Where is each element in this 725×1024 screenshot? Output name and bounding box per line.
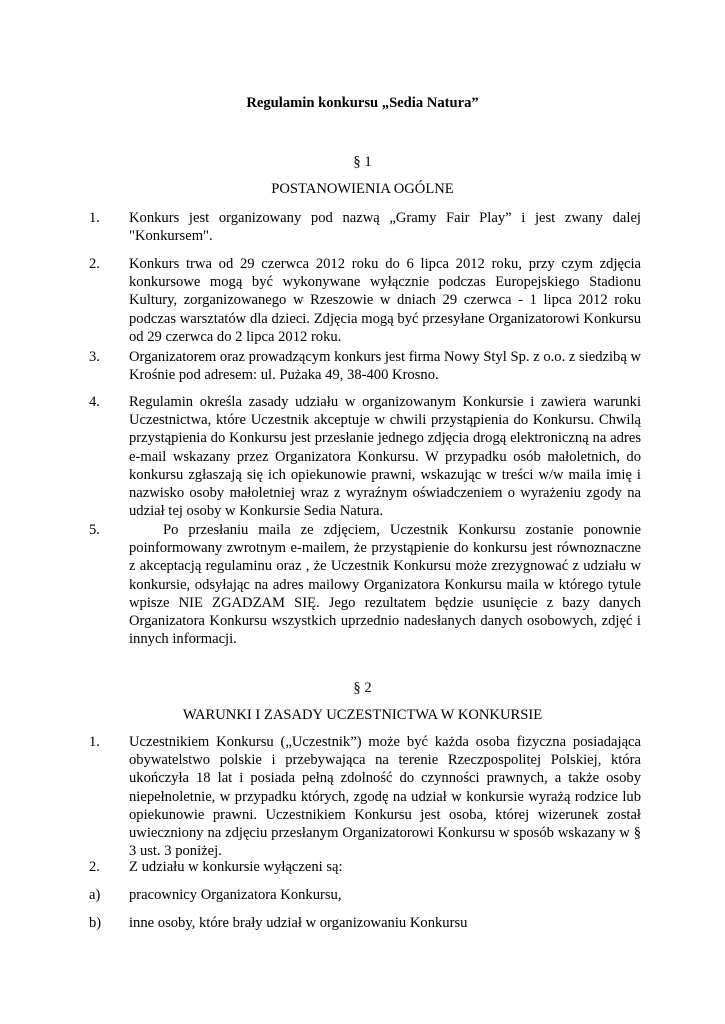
item-text: pracownicy Organizatora Konkursu, bbox=[129, 887, 342, 903]
section-1-item-4 bbox=[89, 393, 641, 520]
section-2-heading: WARUNKI I ZASADY UCZESTNICTWA W KONKURSIE bbox=[182, 707, 543, 723]
item-number: 2. bbox=[89, 859, 100, 875]
item-text: inne osoby, które brały udział w organizowaniu Konkursu bbox=[129, 915, 468, 931]
document-title: Regulamin konkursu „Sedia Natura” bbox=[246, 95, 479, 111]
section-2-item-b bbox=[89, 914, 641, 932]
item-number: 1. bbox=[89, 210, 100, 226]
section-2-sign: § 2 bbox=[353, 680, 372, 696]
section-1-sign: § 1 bbox=[353, 154, 372, 170]
item-text: Uczestnikiem Konkursu („Uczestnik”) może być każda osoba fizyczna posiadająca obywatelstwo polskie i przebywająca na terenie Rzeczpospolitej Polskiej, która ukończyła 18 lat i posiada pełną zdolność do czynności prawnych, a także osoby niepełnoletnie, w przypadku których, zgodę na udział w konkursie wyrażą rodzice lub opiekunowie prawni. Uczestnikiem Konkursu jest osoba, której wizerunek został uwieczniony na zdjęciu przesłanym Organizatorowi Konkursu w sposób wskazany w § 3 ust. 3 poniżej. bbox=[129, 734, 641, 860]
section-2-item-2 bbox=[89, 858, 641, 876]
item-text: Konkurs trwa od 29 czerwca 2012 roku do 6 lipca 2012 roku, przy czym zdjęcia konkursowe mogą być wykonywane wyłącznie podczas Europejskiego Stadionu Kultury, zorganizowanego w Rzeszowie w dniach 29 czerwca - 1 lipca 2012 roku podczas warsztatów dla dzieci. Zdjęcia mogą być przesyłane Organizatorowi Konkursu od 29 czerwca do 2 lipca 2012 roku. bbox=[129, 256, 641, 345]
section-1-item-2 bbox=[89, 255, 641, 346]
item-number: 3. bbox=[89, 349, 100, 365]
item-number: 1. bbox=[89, 734, 100, 750]
section-1-item-3 bbox=[89, 348, 641, 384]
item-text: Z udziału w konkursie wyłączeni są: bbox=[129, 859, 343, 875]
section-2-item-a bbox=[89, 886, 641, 904]
section-1-heading: POSTANOWIENIA OGÓLNE bbox=[271, 181, 454, 197]
item-text: Konkurs jest organizowany pod nazwą „Gramy Fair Play” i jest zwany dalej "Konkursem". bbox=[129, 210, 641, 245]
item-number: 2. bbox=[89, 256, 100, 272]
item-text: Po przesłaniu maila ze zdjęciem, Uczestnik Konkursu zostanie ponownie poinformowany zwrotnym e-mailem, że przystąpienie do konkursu jest równoznaczne z akceptacją regulaminu oraz , że Uczestnik Konkursu może zrezygnować z udziału w konkursie, odsyłając na adres mailowy Organizatora Konkursu maila w którego tytule wpisze NIE ZGADZAM SIĘ. Jego rezultatem będzie usunięcie z bazy danych Organizatora Konkursu wszystkich uprzednio nadesłanych danych osobowych, zdjęć i innych informacji. bbox=[129, 522, 641, 648]
section-2-item-1 bbox=[89, 733, 641, 860]
item-number: 4. bbox=[89, 394, 100, 410]
item-text: Regulamin określa zasady udziału w organizowanym Konkursie i zawiera warunki Uczestnictwa, które Uczestnik akceptuje w chwili przystąpienia do Konkursu. Chwilą przystąpienia do Konkursu jest przesłanie jednego zdjęcia drogą elektroniczną na adres e-mail wskazany przez Organizatora Konkursu. W przypadku osób małoletnich, do konkursu zgłaszają się ich opiekunowie prawni, wskazując w treści w/w maila imię i nazwisko osoby małoletniej wraz z wyraźnym oświadczeniem o wyrażeniu zgody na udział tej osoby w Konkursie Sedia Natura. bbox=[129, 394, 641, 520]
item-number: b) bbox=[89, 915, 102, 931]
item-number: 5. bbox=[89, 522, 100, 538]
item-number: a) bbox=[89, 887, 101, 903]
section-1-item-1 bbox=[89, 209, 641, 245]
item-text: Organizatorem oraz prowadzącym konkurs jest firma Nowy Styl Sp. z o.o. z siedzibą w Krośnie pod adresem: ul. Pużaka 49, 38-400 Krosno. bbox=[129, 349, 641, 384]
section-1-item-5 bbox=[89, 521, 641, 648]
